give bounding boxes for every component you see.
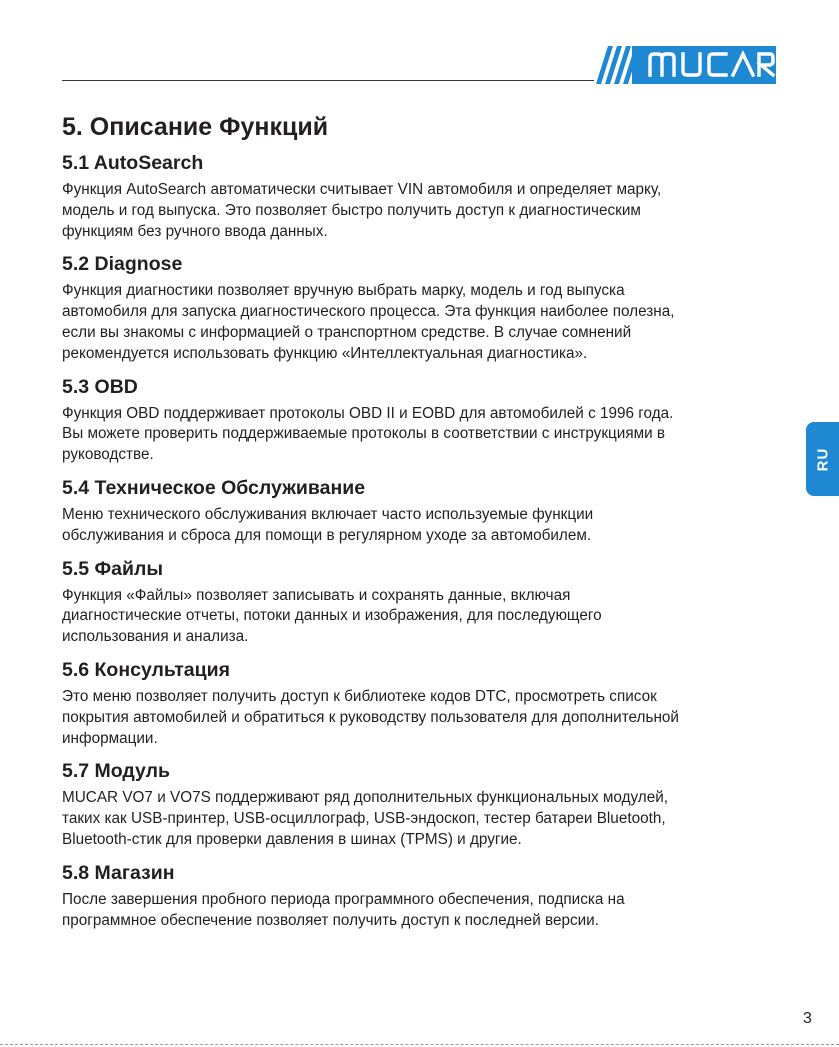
mucar-logo — [592, 44, 776, 84]
section-module — [62, 759, 782, 850]
section-maintenance — [62, 476, 782, 547]
page-title: 5. Описание Функций — [62, 113, 329, 141]
section-body: Функция диагностики позволяет вручную выбрать марку, модель и год выпуска автомобиля для запуска диагностического процесса. Эта функция наиболее полезна, если вы знакомы с информацией о транспортном средстве. В случае сомнений рекомендуется использовать функцию «Интеллектуальная диагностика». — [62, 282, 675, 362]
section-autosearch — [62, 151, 782, 242]
section-title: 5.6 Консультация — [62, 658, 230, 681]
page-content — [62, 112, 782, 941]
section-body: Функция AutoSearch автоматически считывает VIN автомобиля и определяет марку, модель и год выпуска. Это позволяет быстро получить доступ к диагностическим функциям без ручного ввода данных. — [62, 181, 662, 240]
section-body: После завершения пробного периода программного обеспечения, подписка на программное обеспечение позволяет получить доступ к последней версии. — [62, 890, 625, 929]
section-body: Меню технического обслуживания включает часто используемые функции обслуживания и сброса для помощи в регулярном уходе за автомобилем. — [62, 505, 594, 544]
section-obd — [62, 375, 782, 466]
section-store — [62, 861, 782, 932]
section-title: 5.5 Файлы — [62, 557, 164, 580]
header-rule — [62, 80, 594, 81]
section-body: Функция «Файлы» позволяет записывать и сохранять данные, включая диагностические отчеты, потоки данных и изображения, для последующего использования и анализа. — [62, 586, 602, 646]
section-body: Это меню позволяет получить доступ к библиотеке кодов DTC, просмотреть список покрытия автомобилей и обратиться к руководству пользователя для дополнительной информации. — [62, 687, 679, 747]
page-number: 3 — [803, 1010, 812, 1027]
section-title: 5.3 OBD — [62, 375, 138, 398]
section-body: MUCAR VO7 и VO7S поддерживают ряд дополнительных функциональных модулей, таких как USB-принтер, USB-осциллограф, USB-эндоскоп, тестер батареи Bluetooth, Bluetooth-стик для проверки давления в шинах (TPMS) и другие. — [62, 789, 669, 848]
section-body: Функция OBD поддерживает протоколы OBD II и EOBD для автомобилей с 1996 года. Вы можете проверить поддерживаемые протоколы в соответствии с инструкциями в руководстве. — [62, 404, 674, 464]
section-diagnose — [62, 252, 782, 364]
section-title: 5.1 AutoSearch — [62, 152, 204, 174]
section-consultation — [62, 658, 782, 749]
section-title: 5.2 Diagnose — [62, 253, 183, 276]
section-title: 5.8 Магазин — [62, 861, 175, 884]
section-title: 5.4 Техническое Обслуживание — [62, 476, 366, 499]
language-tab-label: RU — [813, 447, 831, 471]
language-tab — [806, 422, 839, 496]
section-files — [62, 557, 782, 648]
section-title: 5.7 Модуль — [62, 760, 171, 783]
page-bottom-edge — [0, 1044, 839, 1045]
